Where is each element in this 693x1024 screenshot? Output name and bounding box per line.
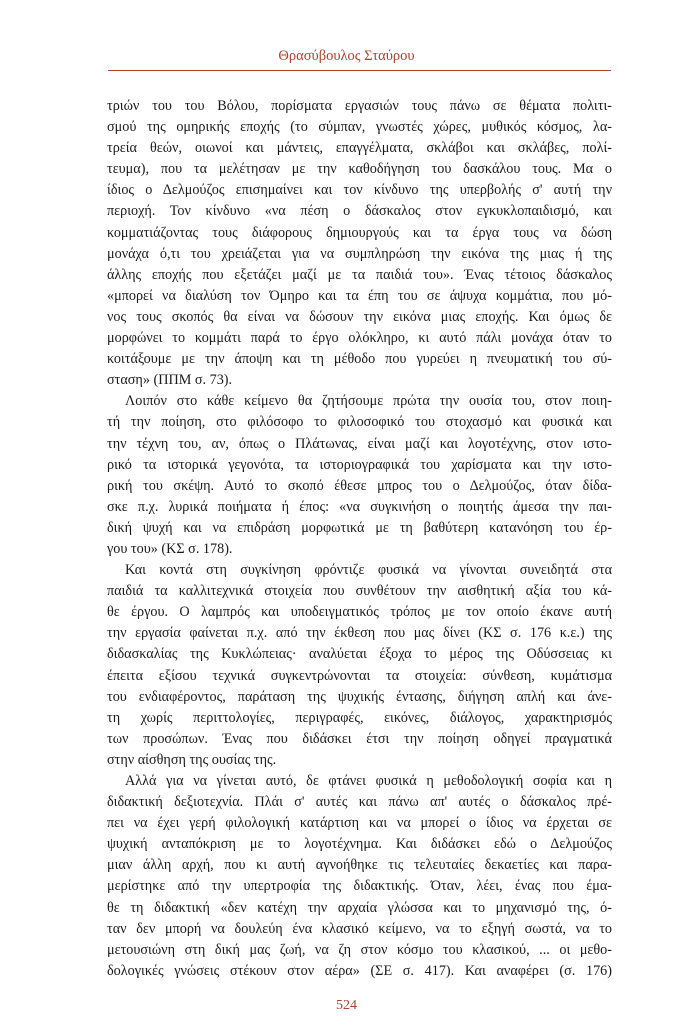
text-line: μερίστηκε από την υπερτροφία της διδακτικής. Όταν, λέει, ένας που έμα- — [107, 878, 612, 895]
text-line: «μπορεί να διαλύση τον Όμηρο και τα έπη του σε άψυχα κομμάτια, που μό- — [107, 287, 612, 304]
text-line: κομματιάζοντας τους διάφορους δημιουργούς και τα έργα τους να δώση — [107, 224, 612, 241]
text-line: την τέχνη του, αν, όπως ο Πλάτωνας, είναι μαζί και λογοτέχνης, στον ιστο- — [107, 435, 612, 452]
text-line: μετουσιώνη στη δική μας ζωή, να ζη στον κόσμο του κλασικού, ... οι μεθο- — [107, 941, 612, 958]
text-line: γου του» (ΚΣ σ. 178). — [107, 540, 233, 557]
text-line: Λοιπόν στο κάθε κείμενο θα ζητήσουμε πρώτα την ουσία του, στον ποιη- — [125, 393, 612, 410]
text-line: άλλης εποχής που εξετάζει μαζί με τα παιδιά του». Ένας τέτοιος δάσκαλος — [107, 266, 612, 283]
text-line: θε έργου. Ο λαμπρός και υποδειγματικός τρόπος με τον οποίο έκανε αυτή — [107, 604, 612, 621]
text-line: των προσώπων. Ένας που διδάσκει έτσι την ποίηση οδηγεί πραγματικά — [107, 730, 612, 747]
text-line: τη χωρίς περιττολογίες, περιγραφές, εικόνες, διάλογος, χαρακτηρισμός — [107, 709, 612, 726]
running-head: Θρασύβουλος Σταύρου — [278, 48, 415, 64]
text-line: στην αίσθηση της ουσίας της. — [107, 751, 277, 768]
text-line: μονάχα ό,τι του χρειάζεται για να συμπληρώση την εικόνα της μιας ή της — [107, 245, 612, 262]
body-text — [107, 96, 612, 982]
text-line: δική ψυχή και να επιδράση μορφωτικά με τη βαθύτερη κατανόηση του έρ- — [107, 519, 612, 536]
paragraph — [107, 96, 612, 391]
text-line: διδακτική δεξιοτεχνία. Πλάι σ' αυτές και πάνω απ' αυτές ο δάσκαλος πρέ- — [107, 794, 612, 811]
text-line: τή την ποίηση, στο φιλόσοφο το φιλοσοφικό του στοχασμό και φυσικά και — [107, 414, 612, 431]
paragraph — [107, 391, 612, 560]
text-line: την εργασία φαίνεται π.χ. από την έκθεση που μας δίνει (ΚΣ σ. 176 κ.ε.) της — [107, 625, 612, 642]
text-line: έπειτα εξίσου τεχνικά συγκεντρώνονται τα στοιχεία: σύνθεση, κυμάτισμα — [107, 667, 612, 684]
text-line: νος τους σκοπός θα είναι να δώσουν την εικόνα μιας εποχής. Και όμως δε — [107, 308, 612, 325]
text-line: ταν δεν μπορή να δουλεύη ένα κλασικό κείμενο, να το εξηγή σωστά, να το — [107, 920, 612, 937]
text-line: πει να έχει γερή φιλολογική κατάρτιση και να μπορεί ο ίδιος να έρχεται σε — [107, 815, 612, 832]
text-line: κοιτάξουμε με την άποψη και τη μέθοδο που γυρεύει η πνευματική του σύ- — [107, 351, 612, 368]
text-line: περιοχή. Τον κίνδυνο «να πέση ο δάσκαλος στον εγκυκλοπαιδισμό, και — [107, 203, 612, 220]
text-line: Αλλά για να γίνεται αυτό, δε φτάνει φυσικά η μεθοδολογική σοφία και η — [125, 773, 612, 789]
text-line: ίδιος ο Δελμούζος επισημαίνει και τον κίνδυνο της υπερβολής σ' αυτή την — [107, 182, 612, 199]
text-line: Και κοντά στη συγκίνηση φρόντιζε φυσικά να γίνονται συνειδητά στα — [125, 562, 612, 579]
text-line: θε τη διδακτική «δεν κατέχη την αρχαία γλώσσα και το μηχανισμό της, ό- — [107, 899, 612, 916]
text-line: τρεία θεών, οιωνοί και μάντεις, επαγγέλματα, σκλάβοι και σκλάβες, πολί- — [107, 140, 612, 157]
text-line: ρική του σκέψη. Αυτό το σκοπό έθεσε μπρος του ο Δελμούζος, όταν δίδα- — [107, 477, 612, 494]
text-line: ρικό τα ιστορικά γεγονότα, τα ιστοριογραφικά του χαρίσματα και την ιστο- — [107, 456, 612, 473]
paragraph — [107, 771, 612, 982]
text-line: τευμα), που τα μελέτησαν με την καθοδήγηση του δασκάλου τους. Μα ο — [107, 161, 612, 178]
text-line: τριών του του Βόλου, πορίσματα εργασιών τους πάνω σε θέματα πολιτι- — [107, 98, 612, 114]
paragraph — [107, 560, 612, 771]
text-line: μορφώνει το κομμάτι παρά το έργο ολόκληρο, κι αυτό πάλι μονάχα όταν το — [107, 330, 612, 347]
text-line: σκε π.χ. λυρικά ποιήματα ή έπος: «να συγκινήση ο ποιητής άμεσα την παι- — [107, 498, 612, 515]
text-line: διδασκαλίας της Κυκλώπειας· αναλύεται έξοχα το μέρος της Οδύσσειας κι — [107, 646, 612, 663]
text-line: ψυχική ανταπόκριση με το λογοτέχνημα. Και διδάσκει εδώ ο Δελμούζος — [107, 836, 612, 853]
text-line: του ενδιαφέροντος, παράταση της ψυχικής έντασης, διήγηση απλή και άνε- — [107, 688, 612, 705]
text-line: μιαν άλλη αρχή, που κι αυτή αγνοήθηκε τις τελευταίες δεκαετίες και παρα- — [107, 857, 612, 874]
text-line: σταση» (ΠΠΜ σ. 73). — [107, 372, 233, 389]
text-line: παιδιά τα καλλιτεχνικά στοιχεία που συνθέτουν την αισθητική αξία του κά- — [107, 583, 612, 600]
text-line: δολογικές γνώσεις στέκουν στον αέρα» (ΣΕ σ. 417). Και αναφέρει (σ. 176) — [107, 962, 612, 979]
header-rule — [108, 70, 611, 71]
page-number: 524 — [336, 998, 357, 1013]
text-line: σμού της ομηρικής εποχής (το σύμπαν, γνωστές χώρες, μυθικός κόσμος, λα- — [107, 119, 612, 136]
